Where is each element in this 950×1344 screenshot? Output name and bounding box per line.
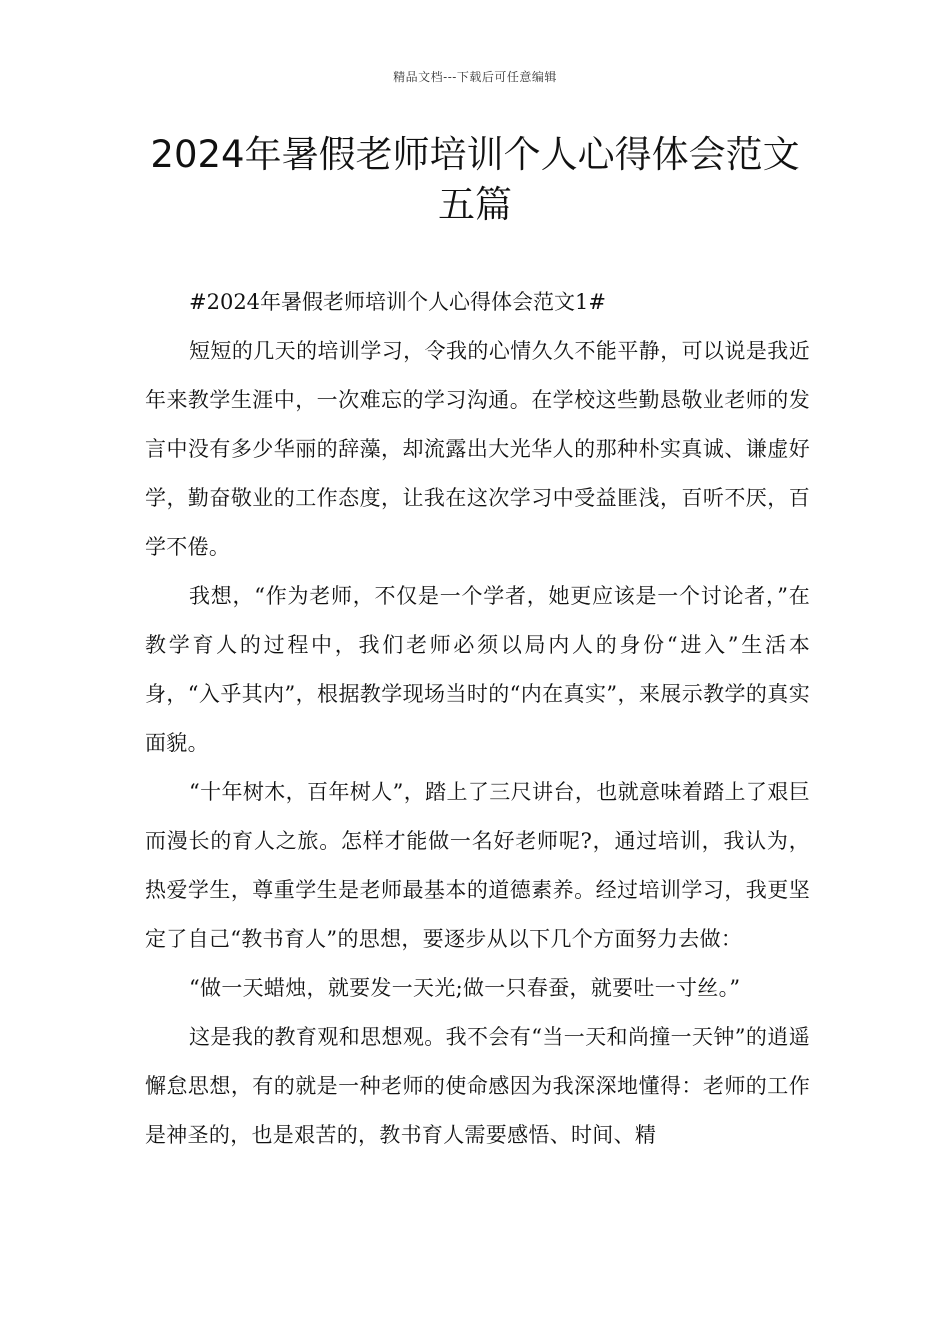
paragraph-quote: “做一天蜡烛，就要发一天光;做一只春蚕，就要吐一寸丝。” [189,976,741,1000]
paragraph: 这是我的教育观和思想观。我不会有“当一天和尚撞一天钟”的逍遥懈怠思想，有的就是一种老师的使命感因为我深深地懂得：老师的工作是神圣的，也是艰苦的，教书育人需要感悟、时间、精 [145,1025,810,1147]
document-body [145,278,810,1160]
paragraph: 短短的几天的培训学习，令我的心情久久不能平静，可以说是我近年来教学生涯中，一次难忘的学习沟通。在学校这些勤恳敬业老师的发言中没有多少华丽的辞藻，却流露出大光华人的那种朴实真诚、谦虚好学，勤奋敬业的工作态度，让我在这次学习中受益匪浅，百听不厌，百学不倦。 [145,339,810,559]
header-note: 精品文档---下载后可任意编辑 [393,70,557,84]
paragraph: “十年树木，百年树人”，踏上了三尺讲台，也就意味着踏上了艰巨而漫长的育人之旅。怎样才能做一名好老师呢?，通过培训，我认为，热爱学生，尊重学生是老师最基本的道德素养。经过培训学习，我更坚定了自己“教书育人”的思想，要逐步从以下几个方面努力去做： [145,780,810,951]
section-heading: #2024年暑假老师培训个人心得体会范文1# [189,290,606,314]
paragraph: 我想，“作为老师，不仅是一个学者，她更应该是一个讨论者，”在教学育人的过程中，我们老师必须以局内人的身份“进入”生活本身，“入乎其内”，根据教学现场当时的“内在真实”，来展示教学的真实面貌。 [145,584,810,755]
title-line-2: 五篇 [438,183,512,226]
title-line-1: 2024年暑假老师培训个人心得体会范文 [150,133,800,176]
page-title [130,130,820,230]
